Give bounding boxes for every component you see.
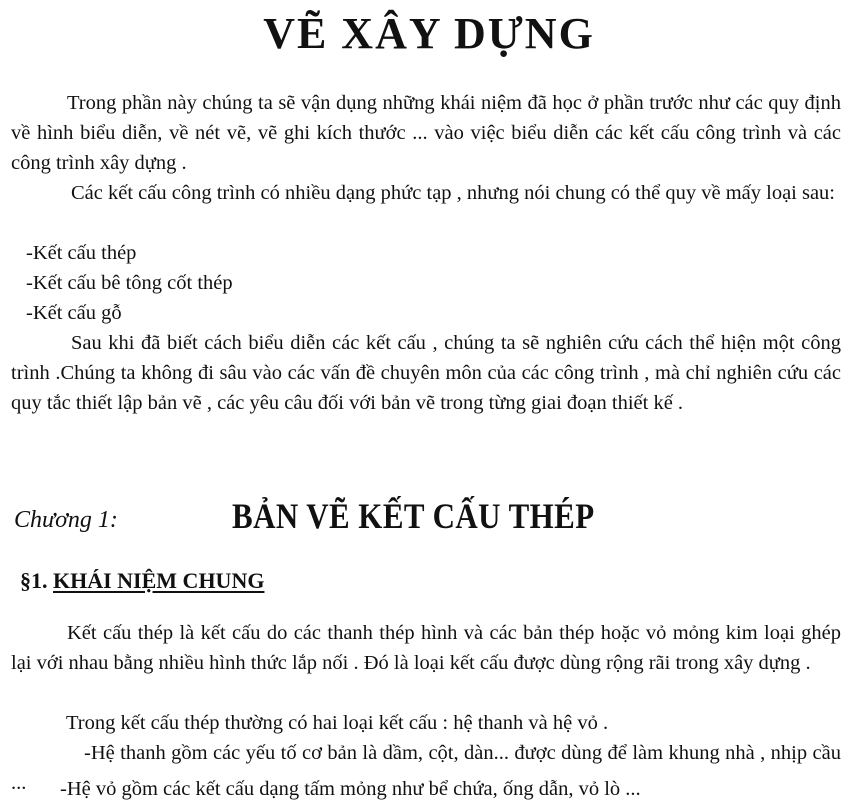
body-paragraph-3: -Hệ thanh gồm các yếu tố cơ bản là dầm, cột, dàn... được dùng để làm khung nhà , nhịp cầu ... xyxy=(11,742,841,794)
page-title: VẼ XÂY DỰNG xyxy=(263,9,595,58)
intro-paragraph-2: Các kết cấu công trình có nhiều dạng phức tạp , nhưng nói chung có thể quy về mấy loại sau: xyxy=(71,182,836,204)
section-number: §1. xyxy=(20,568,48,593)
chapter-label: Chương 1: xyxy=(14,507,118,533)
intro-paragraph-3: Sau khi đã biết cách biểu diễn các kết cấu , chúng ta sẽ nghiên cứu cách thể hiện một công trình .Chúng ta không đi sâu vào các vấn đề chuyên môn của các công trình , mà chỉ nghiên cứu các quy tắc thiết lập bản vẽ , các yêu câu đối với bản vẽ trong từng giai đoạn thiết kế . xyxy=(11,332,841,414)
list-item: -Kết cấu bê tông cốt thép xyxy=(26,272,233,294)
cut-off-line xyxy=(0,778,858,807)
section-heading xyxy=(20,565,264,597)
body-paragraph-4-partial: -Hệ vỏ gồm các kết cấu dạng tấm mỏng như bể chứa, ống dẫn, vỏ lò ... xyxy=(60,778,641,800)
intro-paragraph-1: Trong phần này chúng ta sẽ vận dụng những khái niệm đã học ở phần trước như các quy định về hình biểu diễn, về nét vẽ, vẽ ghi kích thước ... vào việc biểu diễn các kết cấu công trình và các công trình xây dựng . xyxy=(11,92,841,174)
body-paragraph-1: Kết cấu thép là kết cấu do các thanh thép hình và các bản thép hoặc vỏ mỏng kim loại ghép lại với nhau bằng nhiều hình thức lắp nối . Đó là loại kết cấu được dùng rộng rãi trong xây dựng . xyxy=(11,622,841,674)
list-item: -Kết cấu thép xyxy=(26,242,137,264)
chapter-title: BẢN VẼ KẾT CẤU THÉP xyxy=(232,496,595,536)
structure-type-list xyxy=(26,238,233,328)
section-title: KHÁI NIỆM CHUNG xyxy=(53,568,265,593)
list-item: -Kết cấu gỗ xyxy=(26,302,122,324)
body-paragraph-2: Trong kết cấu thép thường có hai loại kết cấu : hệ thanh và hệ vỏ . xyxy=(66,712,609,734)
